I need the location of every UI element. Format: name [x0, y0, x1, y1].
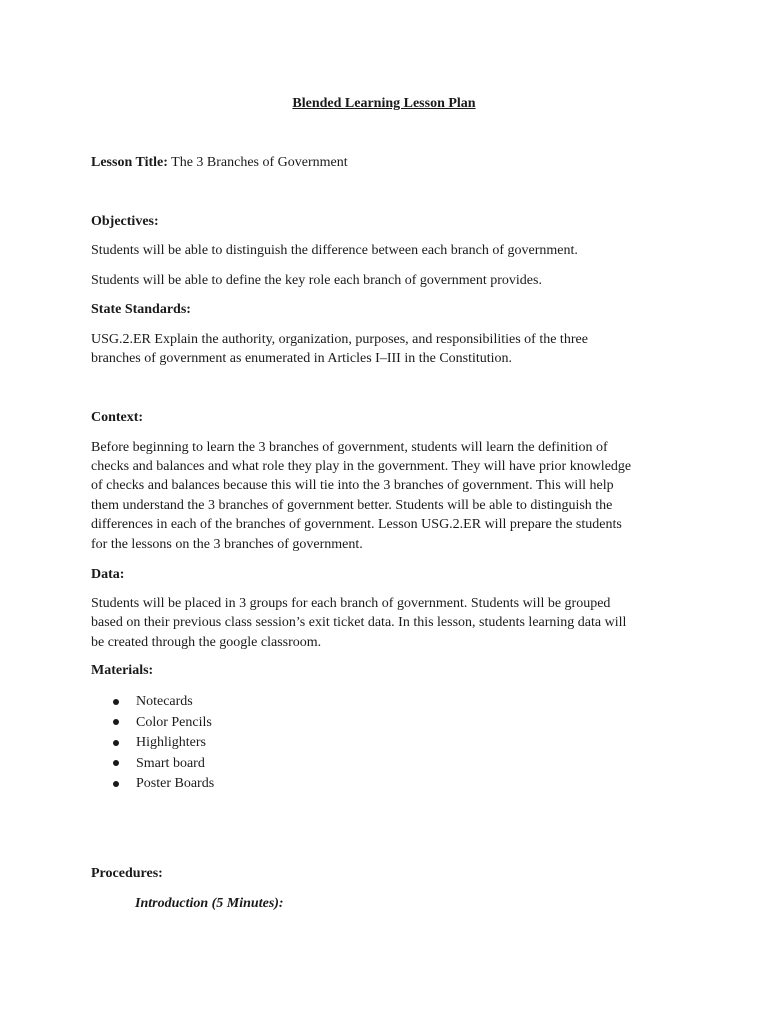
list-item: [91, 774, 214, 795]
state-standards-line: USG.2.ER Explain the authority, organization, purposes, and responsibilities of the three: [91, 332, 588, 347]
bullet-icon: [113, 719, 119, 725]
objectives-heading: Objectives:: [91, 214, 159, 229]
introduction-heading: Introduction (5 Minutes):: [135, 896, 284, 911]
data-line: based on their previous class session’s exit ticket data. In this lesson, students learning data will: [91, 615, 627, 630]
bullet-icon: [113, 699, 119, 705]
objective-item: Students will be able to distinguish the difference between each branch of government.: [91, 243, 578, 258]
list-item: [91, 733, 214, 754]
list-item: [91, 692, 214, 713]
objective-item: Students will be able to define the key role each branch of government provides.: [91, 273, 542, 288]
document-title: Blended Learning Lesson Plan: [292, 96, 476, 111]
data-line: Students will be placed in 3 groups for each branch of government. Students will be grouped: [91, 596, 611, 611]
lesson-title-line: [91, 153, 348, 173]
data-line: be created through the google classroom.: [91, 635, 322, 650]
materials-heading: Materials:: [91, 663, 154, 678]
data-heading: Data:: [91, 567, 125, 582]
materials-list: [91, 692, 214, 795]
context-line: checks and balances and what role they play in the government. They will have prior knowledge: [91, 459, 632, 474]
material-label: Smart board: [136, 755, 205, 771]
list-item: [91, 754, 214, 775]
material-label: Poster Boards: [136, 776, 215, 791]
material-label: Highlighters: [136, 735, 206, 750]
context-line: of checks and balances because this will tie into the 3 branches of government. This will help: [91, 478, 614, 493]
list-item: [91, 713, 214, 734]
material-label: Color Pencils: [136, 714, 212, 730]
bullet-icon: [113, 781, 119, 787]
bullet-icon: [113, 760, 119, 766]
context-line: them understand the 3 branches of government better. Students will be able to distinguish the: [91, 498, 613, 513]
lesson-title-label: Lesson Title:: [91, 155, 168, 170]
state-standards-heading: State Standards:: [91, 302, 191, 317]
context-heading: Context:: [91, 410, 144, 425]
lesson-title-value: The 3 Branches of Government: [167, 155, 348, 170]
state-standards-line: branches of government as enumerated in Articles I–III in the Constitution.: [91, 351, 513, 366]
context-line: Before beginning to learn the 3 branches of government, students will learn the definition of: [91, 440, 608, 455]
procedures-heading: Procedures:: [91, 866, 163, 881]
context-line: differences in each of the branches of government. Lesson USG.2.ER will prepare the students: [91, 517, 622, 532]
material-label: Notecards: [136, 694, 193, 709]
context-line: for the lessons on the 3 branches of government.: [91, 537, 363, 552]
bullet-icon: [113, 740, 119, 746]
